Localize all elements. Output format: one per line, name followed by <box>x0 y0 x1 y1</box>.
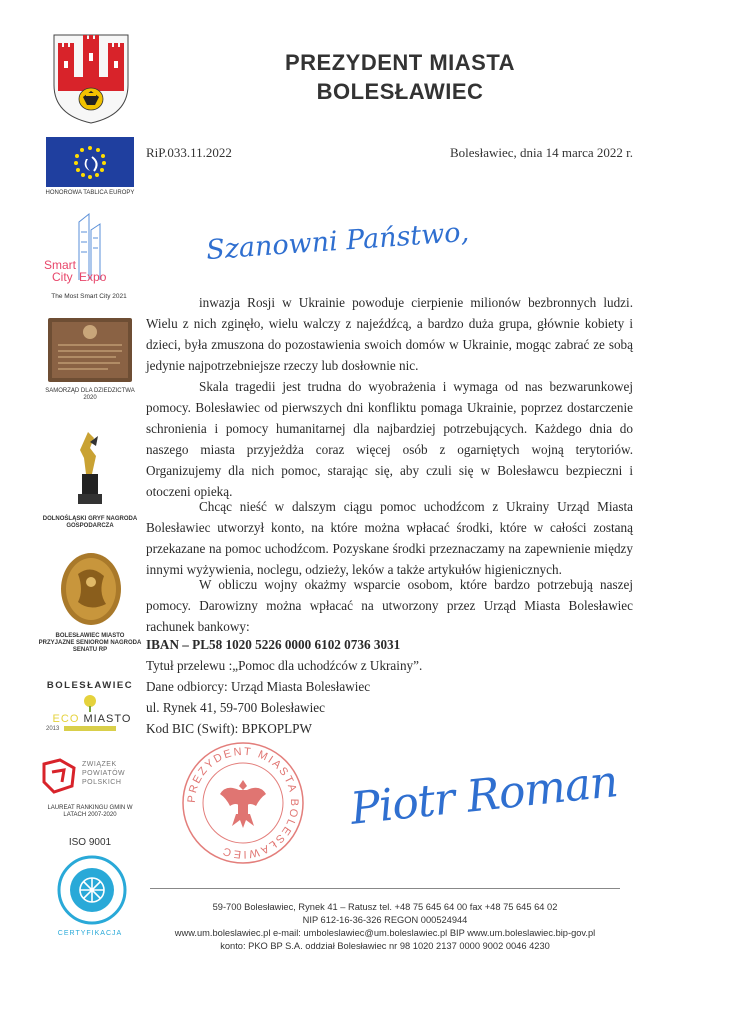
footer-divider <box>150 888 620 889</box>
official-stamp <box>180 740 306 866</box>
senate-medal-icon <box>60 552 122 626</box>
eco-leaf-icon <box>82 694 98 712</box>
europe-label: HONOROWA TABLICA EUROPY <box>45 190 135 196</box>
eco-city-name: BOLESŁAWIEC <box>46 680 134 691</box>
eco-year <box>46 726 136 732</box>
iban: IBAN – PL58 1020 5226 0000 6102 0736 3031 <box>146 637 401 652</box>
zwiazek-logo-icon <box>40 758 78 794</box>
paragraph-3: Chcąc nieść w dalszym ciągu pomoc uchodźcom z Ukrainy Urząd Miasta Bolesławiec utworzył konto, na które można wpłacać środki, które w całości zostaną przekazane na pomoc uchodźcom. Pozyskane środki przeznaczamy na zapewnienie między innymi wyżywienia, noclegu, odzieży, leków a także artykułów higienicznych. <box>146 499 633 577</box>
place-date: Bolesławiec, dnia 14 marca 2022 r. <box>449 145 633 160</box>
mayor-signature: Piotr Roman <box>348 756 620 835</box>
stamp-text: PREZYDENT MIASTA BOLESŁAWIEC <box>185 745 301 861</box>
izba-label: CERTYFIKACJA <box>57 930 123 937</box>
izba-badge-icon <box>57 855 127 925</box>
miasto-word: MIASTO <box>83 713 132 725</box>
recipient: Dane odbiorcy: Urząd Miasta Bolesławiec <box>146 679 371 694</box>
heritage-plaque-icon <box>48 318 132 382</box>
footer-line-4: konto: PKO BP S.A. oddział Bolesławiec nr 98 1020 2137 0000 9002 0046 4230 <box>220 941 550 951</box>
heritage-label: SAMORZĄD DLA DZIEDZICTWA 2020 <box>45 388 135 401</box>
recipient-address: ul. Rynek 41, 59-700 Bolesławiec <box>146 700 325 715</box>
expo-word: Expo <box>79 270 107 284</box>
reference-number: RiP.033.11.2022 <box>146 145 232 160</box>
gryf-label: DOLNOŚLĄSKI GRYF NAGRODA GOSPODARCZA <box>42 516 138 529</box>
city-word: City <box>52 270 73 284</box>
footer-line-1: 59-700 Bolesławiec, Rynek 41 – Ratusz tel. +48 75 645 64 00 fax +48 75 645 64 02 <box>212 902 558 912</box>
footer-line-2: NIP 612-16-36-326 REGON 000524944 <box>302 915 468 925</box>
smart-city-label: The Most Smart City 2021 <box>51 293 127 300</box>
gryf-award-icon <box>68 428 112 508</box>
zwiazek-label: LAUREAT RANKINGU GMIN W LATACH 2007-2020 <box>47 805 133 818</box>
footer-line-3: www.um.boleslawiec.pl e-mail: umboleslawiec@um.boleslawiec.pl BIP www.um.boleslawiec.bip-gov.pl <box>174 928 596 938</box>
smart-city-logo <box>44 259 134 283</box>
salutation: Szanowni Państwo, <box>205 216 471 267</box>
smart-word: Smart <box>44 258 77 272</box>
paragraph-1: inwazja Rosji w Ukrainie powoduje cierpienie milionów bezbronnych ludzi. Wielu z nich zginęło, wielu walczy z najeźdźcą, a bardzo duża grupa, głównie kobiety i dzieci, była zmuszona do pozostawienia swoich domów w Ukrainie, mogąc zabrać ze sobą jedynie najpotrzebniejsze rzeczy lub dosłownie nic. <box>146 295 633 373</box>
eco-year-text: 2013 <box>46 726 60 733</box>
paragraph-2: Skala tragedii jest trudna do wyobrażenia i wymaga od nas bezwarunkowej pomocy. Bolesławiec od pierwszych dni konfliktu pomaga Ukrainie, poprzez dostarczenie schronienia i pomocy humanitarnej dla najbardziej potrzebujących. Każdego dnia do naszego miasta przyjeżdża coraz więcej osób z ogarniętych wojną terytoriów. Organizujemy dla nich pomoc, starając się, aby czuli się w Bolesławcu bezpieczni i otoczeni opieką. <box>146 379 633 499</box>
bic-code: Kod BIC (Swift): BPKOPLPW <box>146 721 312 736</box>
iso-label: ISO 9001 <box>68 837 112 848</box>
coat-of-arms-icon <box>48 33 134 125</box>
zwiazek-name: ZWIĄZEK POWIATÓW POLSKICH <box>82 761 126 786</box>
eagle-icon <box>220 780 266 828</box>
eco-miasto-logo <box>42 713 142 725</box>
european-flag-icon <box>46 137 134 187</box>
senate-label: BOLESŁAWIEC MIASTO PRZYJAZNE SENIOROM NAGRODA SENATU RP <box>38 633 142 653</box>
paragraph-4: W obliczu wojny okażmy wsparcie osobom, które bardzo potrzebują naszej pomocy. Darowizny można wpłacać na utworzony przez Urząd Miasta Bolesławiec rachunek bankowy: <box>146 577 633 634</box>
eco-word: ECO <box>52 713 80 725</box>
header-title-line1: PREZYDENT MIASTA <box>284 50 516 75</box>
header-title-line2: BOLESŁAWIEC <box>316 79 484 104</box>
transfer-title: Tytuł przelewu :„Pomoc dla uchodźców z Ukrainy”. <box>146 658 423 673</box>
